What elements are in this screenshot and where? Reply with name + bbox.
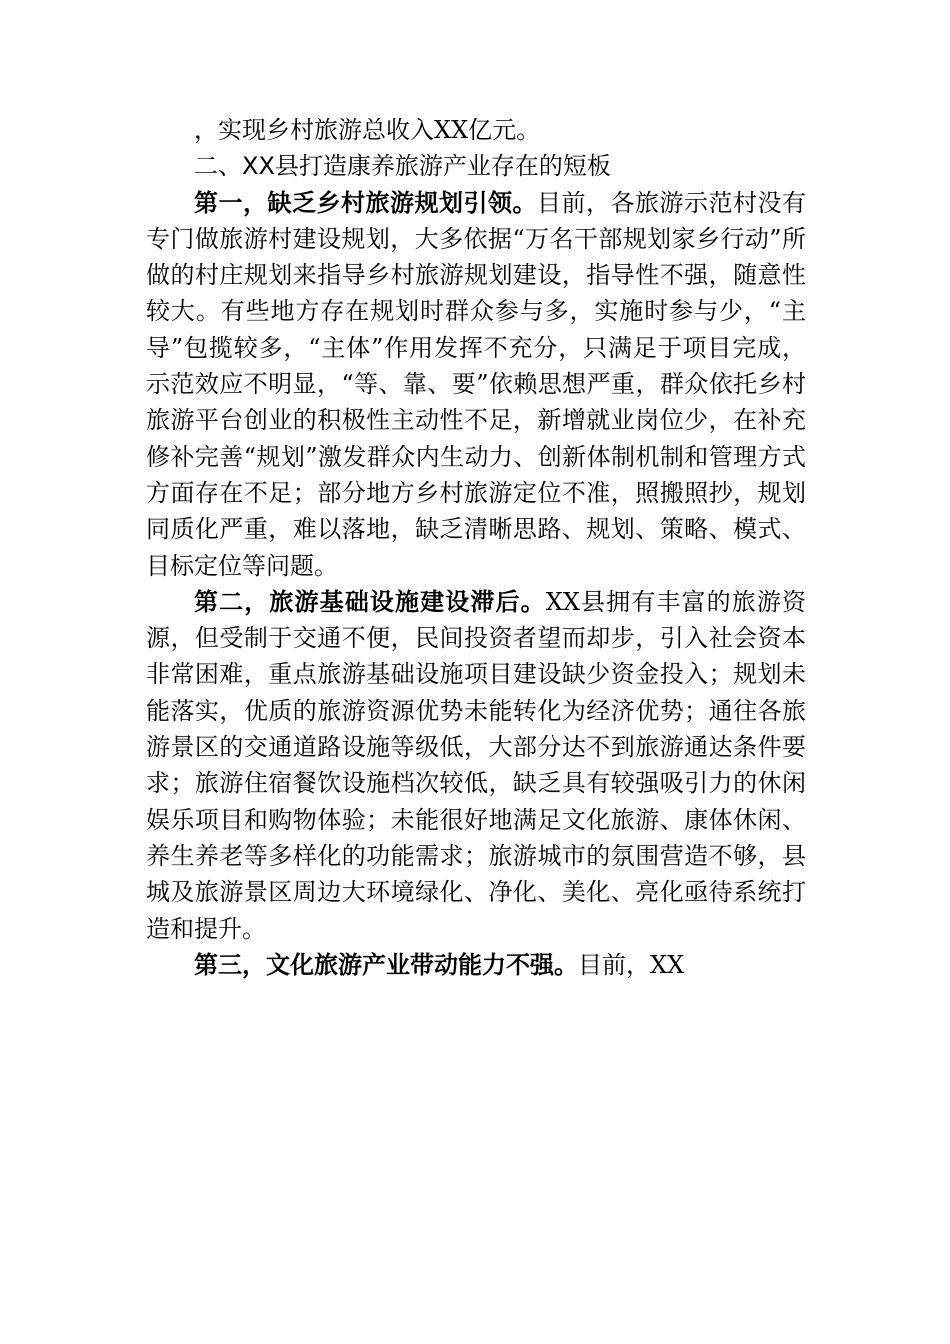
paragraph-1 bbox=[146, 185, 806, 584]
section-heading bbox=[146, 148, 806, 184]
paragraph-2-lead: 第二，旅游基础设施建设滞后。 bbox=[194, 587, 546, 616]
paragraph-3 bbox=[146, 947, 806, 983]
document-body bbox=[146, 112, 806, 983]
continuation-paragraph bbox=[146, 112, 806, 148]
paragraph-2 bbox=[146, 584, 806, 947]
paragraph-1-lead: 第一，缺乏乡村旅游规划引领。 bbox=[194, 188, 537, 217]
paragraph-3-lead: 第三，文化旅游产业带动能力不强。 bbox=[194, 950, 578, 979]
paragraph-1-body: 目前，各旅游示范村没有专门做旅游村建设规划，大多依据“万名干部规划家乡行动”所做的村庄规划来指导乡村旅游规划建设，指导性不强，随意性较大。有些地方存在规划时群众参与多，实施时参与少，“主导”包揽较多，“主体”作用发挥不充分，只满足于项目完成，示范效应不明显，“等、靠、要”依赖思想严重，群众依托乡村旅游平台创业的积极性主动性不足，新增就业岗位少，在补充修补完善“规划”激发群众内生动力、创新体制机制和管理方式方面存在不足；部分地方乡村旅游定位不准，照搬照抄，规划同质化严重，难以落地，缺乏清晰思路、规划、策略、模式、目标定位等问题。 bbox=[146, 188, 806, 580]
section-heading-text: 二、XX县打造康养旅游产业存在的短板 bbox=[194, 152, 611, 181]
paragraph-2-body: XX县拥有丰富的旅游资源，但受制于交通不便，民间投资者望而却步，引入社会资本非常困难，重点旅游基础设施项目建设缺少资金投入；规划未能落实，优质的旅游资源优势未能转化为经济优势；通往各旅游景区的交通道路设施等级低，大部分达不到旅游通达条件要求；旅游住宿餐饮设施档次较低，缺乏具有较强吸引力的休闲娱乐项目和购物体验；未能很好地满足文化旅游、康体休闲、养生养老等多样化的功能需求；旅游城市的氛围营造不够，县城及旅游景区周边大环境绿化、净化、美化、亮化亟待系统打造和提升。 bbox=[146, 587, 807, 943]
continuation-text: ，实现乡村旅游总收入XX亿元。 bbox=[194, 116, 541, 144]
paragraph-3-body: 目前，XX bbox=[578, 950, 685, 979]
